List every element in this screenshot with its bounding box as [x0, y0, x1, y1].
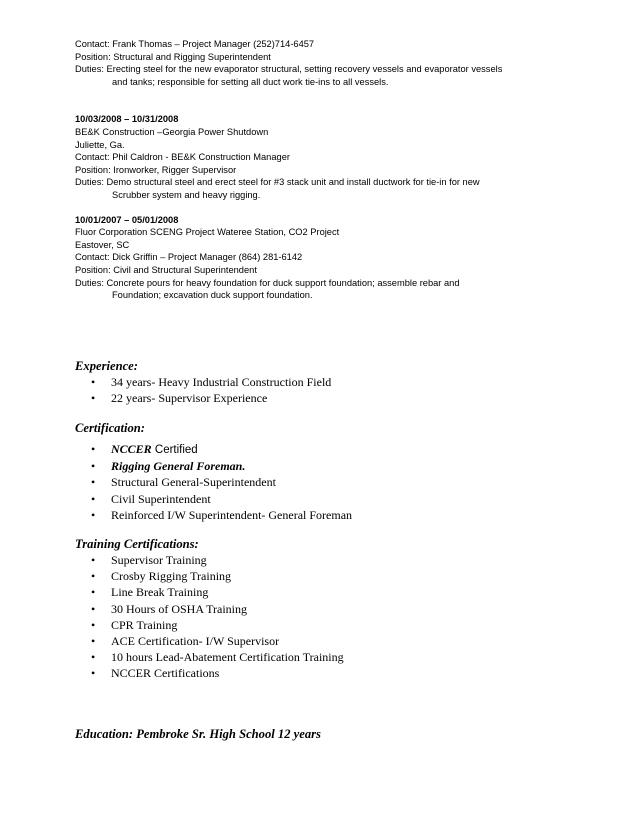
- job-position: Position: Ironworker, Rigger Supervisor: [75, 164, 237, 175]
- certification-list: [75, 441, 615, 523]
- job-duties-continued: Scrubber system and heavy rigging.: [112, 189, 261, 200]
- job-company: BE&K Construction –Georgia Power Shutdown: [75, 126, 269, 137]
- job-location: Eastover, SC: [75, 239, 130, 250]
- list-item: • Supervisor Training: [91, 553, 207, 567]
- job-position: Position: Civil and Structural Superintendent: [75, 264, 257, 275]
- job-position: Position: Structural and Rigging Superintendent: [75, 51, 271, 62]
- job-contact: Contact: Frank Thomas – Project Manager (252)714-6457: [75, 39, 315, 49]
- list-item: • 10 hours Lead-Abatement Certification Training: [91, 650, 344, 665]
- education-section: [75, 726, 615, 742]
- job-location: Juliette, Ga.: [75, 139, 125, 150]
- experience-list: [75, 374, 615, 406]
- job-duties: Duties: Concrete pours for heavy foundation for duck support foundation; assemble rebar and: [75, 277, 460, 288]
- job-contact: Contact: Dick Griffin – Project Manager (864) 281-6142: [75, 252, 303, 263]
- job-entry: [75, 38, 615, 88]
- list-item: • 22 years- Supervisor Experience: [91, 391, 268, 406]
- list-item: • Reinforced I/W Superintendent- General Foreman: [91, 507, 353, 522]
- job-contact: Contact: Phil Caldron - BE&K Construction Manager: [75, 152, 290, 163]
- list-item: • Civil Superintendent: [91, 491, 211, 506]
- list-item: • Crosby Rigging Training: [91, 569, 232, 584]
- job-duties-continued: Foundation; excavation duck support foundation.: [112, 290, 313, 301]
- list-item: • Rigging General Foreman.: [91, 459, 246, 474]
- training-list: [75, 552, 615, 682]
- job-duties: Duties: Erecting steel for the new evaporator structural, setting recovery vessels and evaporator vessels: [75, 64, 503, 75]
- job-dates: 10/01/2007 – 05/01/2008: [75, 214, 179, 225]
- job-entry: [75, 214, 615, 302]
- work-history: [75, 38, 615, 302]
- job-entry: [75, 113, 615, 201]
- experience-heading: Experience:: [75, 359, 138, 373]
- list-item: • 34 years- Heavy Industrial Construction Field: [91, 375, 332, 389]
- job-company: Fluor Corporation SCENG Project Wateree Station, CO2 Project: [75, 227, 340, 238]
- list-item: • Structural General-Superintendent: [91, 475, 276, 490]
- certification-heading: Certification:: [75, 421, 145, 435]
- education-line: Education: Pembroke Sr. High School 12 years: [75, 727, 321, 741]
- certification-section: [75, 420, 615, 523]
- list-item: • NCCER Certified: [91, 442, 198, 456]
- job-duties: Duties: Demo structural steel and erect steel for #3 stack unit and install ductwork for tie-in for new: [75, 177, 480, 188]
- list-item: • 30 Hours of OSHA Training: [91, 601, 248, 616]
- training-section: [75, 536, 615, 682]
- list-item: • ACE Certification- I/W Supervisor: [91, 634, 280, 649]
- list-item: • CPR Training: [91, 617, 178, 632]
- experience-section: [75, 358, 615, 406]
- list-item: • NCCER Certifications: [91, 666, 220, 681]
- training-heading: Training Certifications:: [75, 537, 199, 551]
- list-item: • Line Break Training: [91, 585, 209, 600]
- job-duties-continued: and tanks; responsible for setting all duct work tie-ins to all vessels.: [112, 76, 389, 87]
- job-dates: 10/03/2008 – 10/31/2008: [75, 114, 179, 125]
